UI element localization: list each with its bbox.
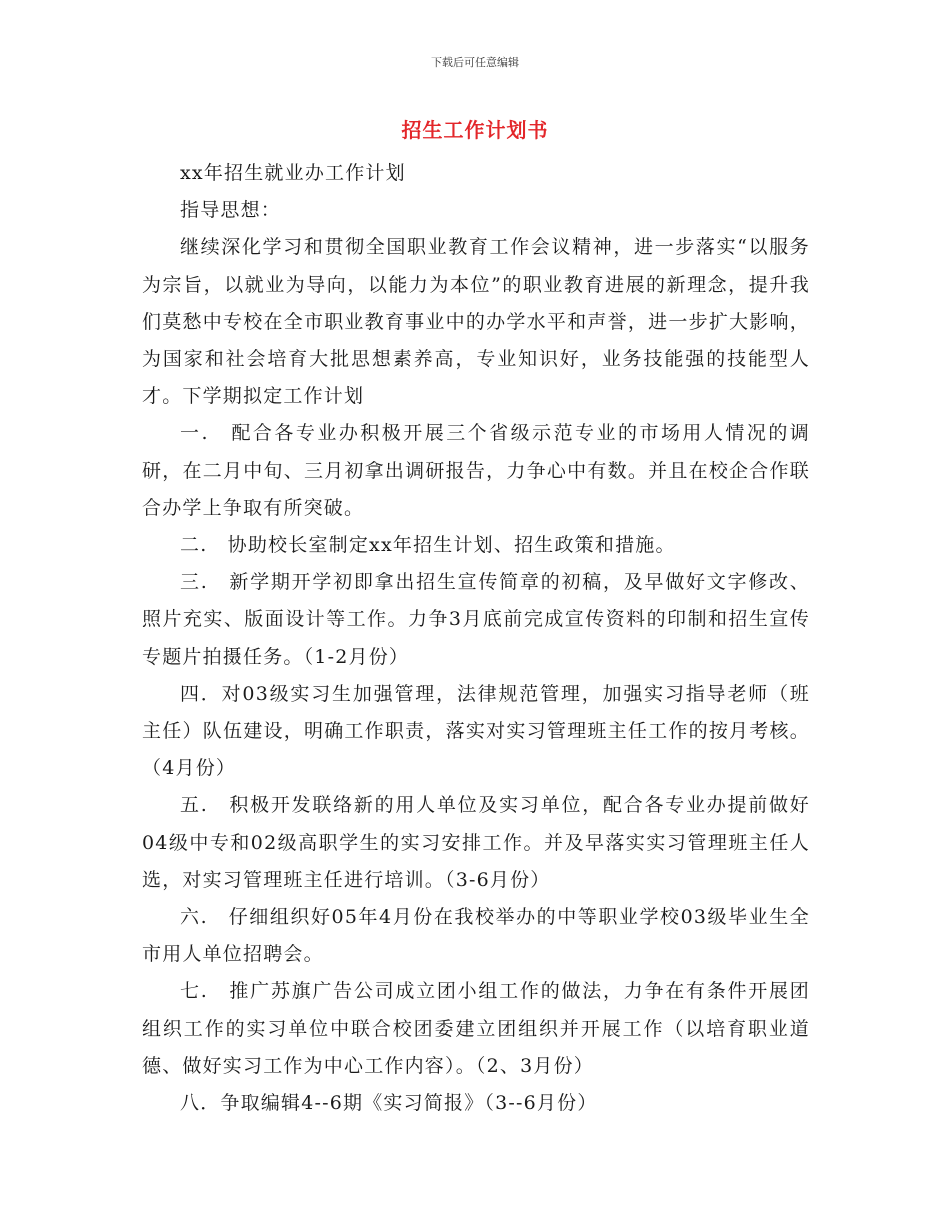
document-body: [142, 155, 810, 1122]
plan-item-4: 四．对03级实习生加强管理，法律规范管理，加强实习指导老师（班主任）队伍建设，明确工作职责，落实对实习管理班主任工作的按月考核。（4月份）: [142, 682, 810, 780]
document-title: 招生工作计划书: [401, 118, 549, 142]
plan-item-6: 六. 仔细组织好05年4月份在我校举办的中等职业学校03级毕业生全市用人单位招聘会。: [142, 906, 810, 966]
plan-item-7: 七. 推广苏旗广告公司成立团小组工作的做法，力争在有条件开展团组织工作的实习单位中联合校团委建立团组织并开展工作（以培育职业道德、做好实习工作为中心工作内容）。（2、3月份）: [142, 980, 810, 1077]
guiding-thought-heading: 指导思想：: [180, 199, 282, 222]
plan-item-5: 五. 积极开发联络新的用人单位及实习单位，配合各专业办提前做好04级中专和02级高职学生的实习安排工作。并及早落实实习管理班主任人选，对实习管理班主任进行培训。（3-6月份）: [142, 794, 810, 891]
plan-item-1: 一. 配合各专业办积极开展三个省级示范专业的市场用人情况的调研，在二月中旬、三月初拿出调研报告，力争心中有数。并且在校企合作联合办学上争取有所突破。: [142, 422, 810, 519]
subtitle-paragraph: xx年招生就业办工作计划: [180, 162, 406, 184]
intro-paragraph: 继续深化学习和贯彻全国职业教育工作会议精神，进一步落实“以服务为宗旨，以就业为导向，以能力为本位”的职业教育进展的新理念，提升我们莫愁中专校在全市职业教育事业中的办学水平和声誉，进一步扩大影响，为国家和社会培育大批思想素养高，专业知识好，业务技能强的技能型人才。下学期拟定工作计划: [142, 236, 810, 408]
plan-item-2: 二. 协助校长室制定xx年招生计划、招生政策和措施。: [180, 534, 676, 557]
plan-item-3: 三. 新学期开学初即拿出招生宣传简章的初稿，及早做好文字修改、照片充实、版面设计等工作。力争3月底前完成宣传资料的印制和招生宣传专题片拍摄任务。（1-2月份）: [142, 571, 810, 668]
header-note: 下载后可任意编辑: [431, 56, 519, 69]
plan-item-8: 八．争取编辑4--6期《实习简报》（3--6月份）: [180, 1092, 598, 1115]
